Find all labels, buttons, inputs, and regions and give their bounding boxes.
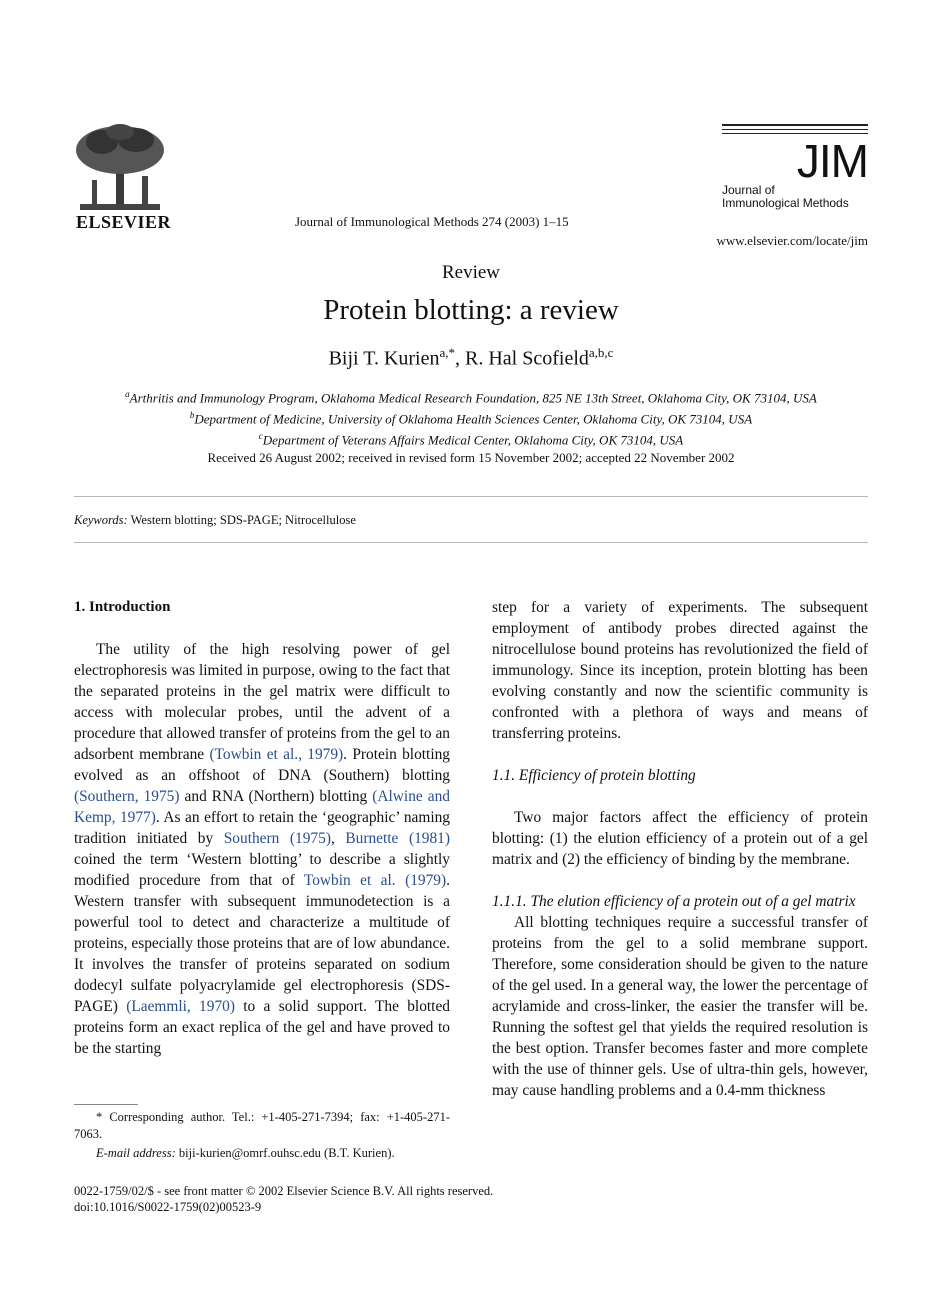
divider [74,496,868,497]
left-column [74,597,450,1059]
keywords [74,513,356,528]
citation-link[interactable]: Towbin et al. (1979) [303,872,447,889]
paragraph: Two major factors affect the efficiency of protein blotting: (1) the elution efficiency of a protein out of a gel matrix and (2) the efficiency of binding by the membrane. [492,809,868,868]
corresponding-author: * Corresponding author. Tel.: +1-405-271-7394; fax: +1-405-271-7063. [74,1110,450,1141]
email-line: E-mail address: biji-kurien@omrf.ouhsc.edu (B.T. Kurien). [96,1146,395,1160]
jim-line1: Journal of [722,183,775,197]
author-sup: a,b,c [588,345,614,360]
citation-link[interactable]: (Alwine and Kemp, 1977) [74,788,450,826]
page-footer [74,1183,493,1215]
keywords-label: Keywords: [74,513,128,527]
jim-line2: Immunological Methods [722,196,849,210]
doi-line: doi:10.1016/S0022-1759(02)00523-9 [74,1200,262,1214]
author-separator: , [455,347,466,370]
right-column [492,597,868,1101]
subsubsection-title: 1.1.1. The elution efficiency of a protein out of a gel matrix [492,893,856,910]
email-address[interactable]: biji-kurien@omrf.ouhsc.edu (B.T. Kurien). [175,1146,395,1160]
citation-link[interactable]: Burnette (1981) [345,830,451,847]
citation-link[interactable]: (Southern, 1975) [74,788,180,805]
author-name: Biji T. Kurien [328,347,440,370]
article-title: Protein blotting: a review [323,294,619,326]
affiliation: $^a$Arthritis and Immunology Program, Oklahoma Medical Research Foundation, 825 NE 13th Street, Oklahoma City, OK 73104, USA [125,389,817,406]
affiliation: $^b$Department of Medicine, University of Oklahoma Health Sciences Center, Oklahoma City, OK 73104, USA [189,409,753,427]
journal-line: Journal of Immunological Methods 274 (2003) 1–15 [295,214,569,229]
affiliation: $^c$Department of Veterans Affairs Medical Center, Oklahoma City, OK 73104, USA [258,430,684,447]
divider [74,542,868,543]
journal-url[interactable]: www.elsevier.com/locate/jim [716,233,868,248]
citation-link[interactable]: (Towbin et al., 1979) [209,746,344,763]
section-title: 1. Introduction [74,599,171,615]
jim-logo [722,124,868,214]
subsection-title: 1.1. Efficiency of protein blotting [492,767,696,784]
elsevier-tree-icon [72,124,168,212]
elsevier-logo [72,124,172,234]
author-list [0,345,942,371]
jim-abbr: JIM [796,135,868,187]
affiliation-list [0,386,942,448]
author-name: R. Hal Scofield [465,347,589,370]
paragraph: step for a variety of experiments. The subsequent employment of antibody probes directed against the nitrocellulose bound proteins has revolutionized the field of immunology. Since its inception, protein blotting has been evolving constantly and now the scientific community is confronted with a plethora of ways and means of transferring proteins. [492,599,868,742]
footnote [74,1109,450,1162]
paragraph: All blotting techniques require a successful transfer of proteins from the gel to a solid membrane support. Therefore, some consideration should be given to the nature of the gel used. In a general way, the lower the percentage of acrylamide and cross-linker, the easier the transfer will be. Running the softest gel that yields the required resolution is the best option. Transfer becomes faster and more complete with the use of thinner gels. Use of ultra-thin gels, however, may cause handling problems and a 0.4-mm thickness [492,914,868,1099]
article-dates: Received 26 August 2002; received in revised form 15 November 2002; accepted 22 November 2002 [207,450,735,465]
intro-paragraph: The utility of the high resolving power of gel electrophoresis was limited in purpose, owing to the fact that the separated proteins in the gel matrix were difficult to access with molecular probes, until the advent of a procedure that allowed transfer of proteins from the gel to an adsorbent membrane (Towbin et al., 1979). Protein blotting evolved as an offshoot of DNA (Southern) blotting (Southern, 1975) and RNA (Northern) blotting (Alwine and Kemp, 1977). As an effort to retain the ‘geographic’ naming tradition initiated by Southern (1975), Burnette (1981) coined the term ‘Western blotting’ to describe a slightly modified procedure from that of Towbin et al. (1979). Western transfer with subsequent immunodetection is a powerful tool to detect and characterize a multitude of proteins, especially those proteins that are of low abundance. It involves the transfer of proteins separated on sodium dodecyl sulfate polyacrylamide gel electrophoresis (SDS-PAGE) (Laemmli, 1970) to a solid support. The blotted proteins form an exact replica of the gel and have proved to be the starting [74,641,451,1057]
copyright-line: 0022-1759/02/$ - see front matter © 2002 Elsevier Science B.V. All rights reserved. [74,1184,494,1198]
citation-link[interactable]: (Laemmli, 1970) [126,998,235,1015]
citation-link[interactable]: Southern (1975) [223,830,331,847]
keywords-text: Western blotting; SDS-PAGE; Nitrocellulose [130,513,356,527]
author-sup: a,* [439,345,456,360]
article-type: Review [441,262,501,283]
footnote-rule [74,1104,138,1105]
publisher-name: ELSEVIER [76,212,172,232]
